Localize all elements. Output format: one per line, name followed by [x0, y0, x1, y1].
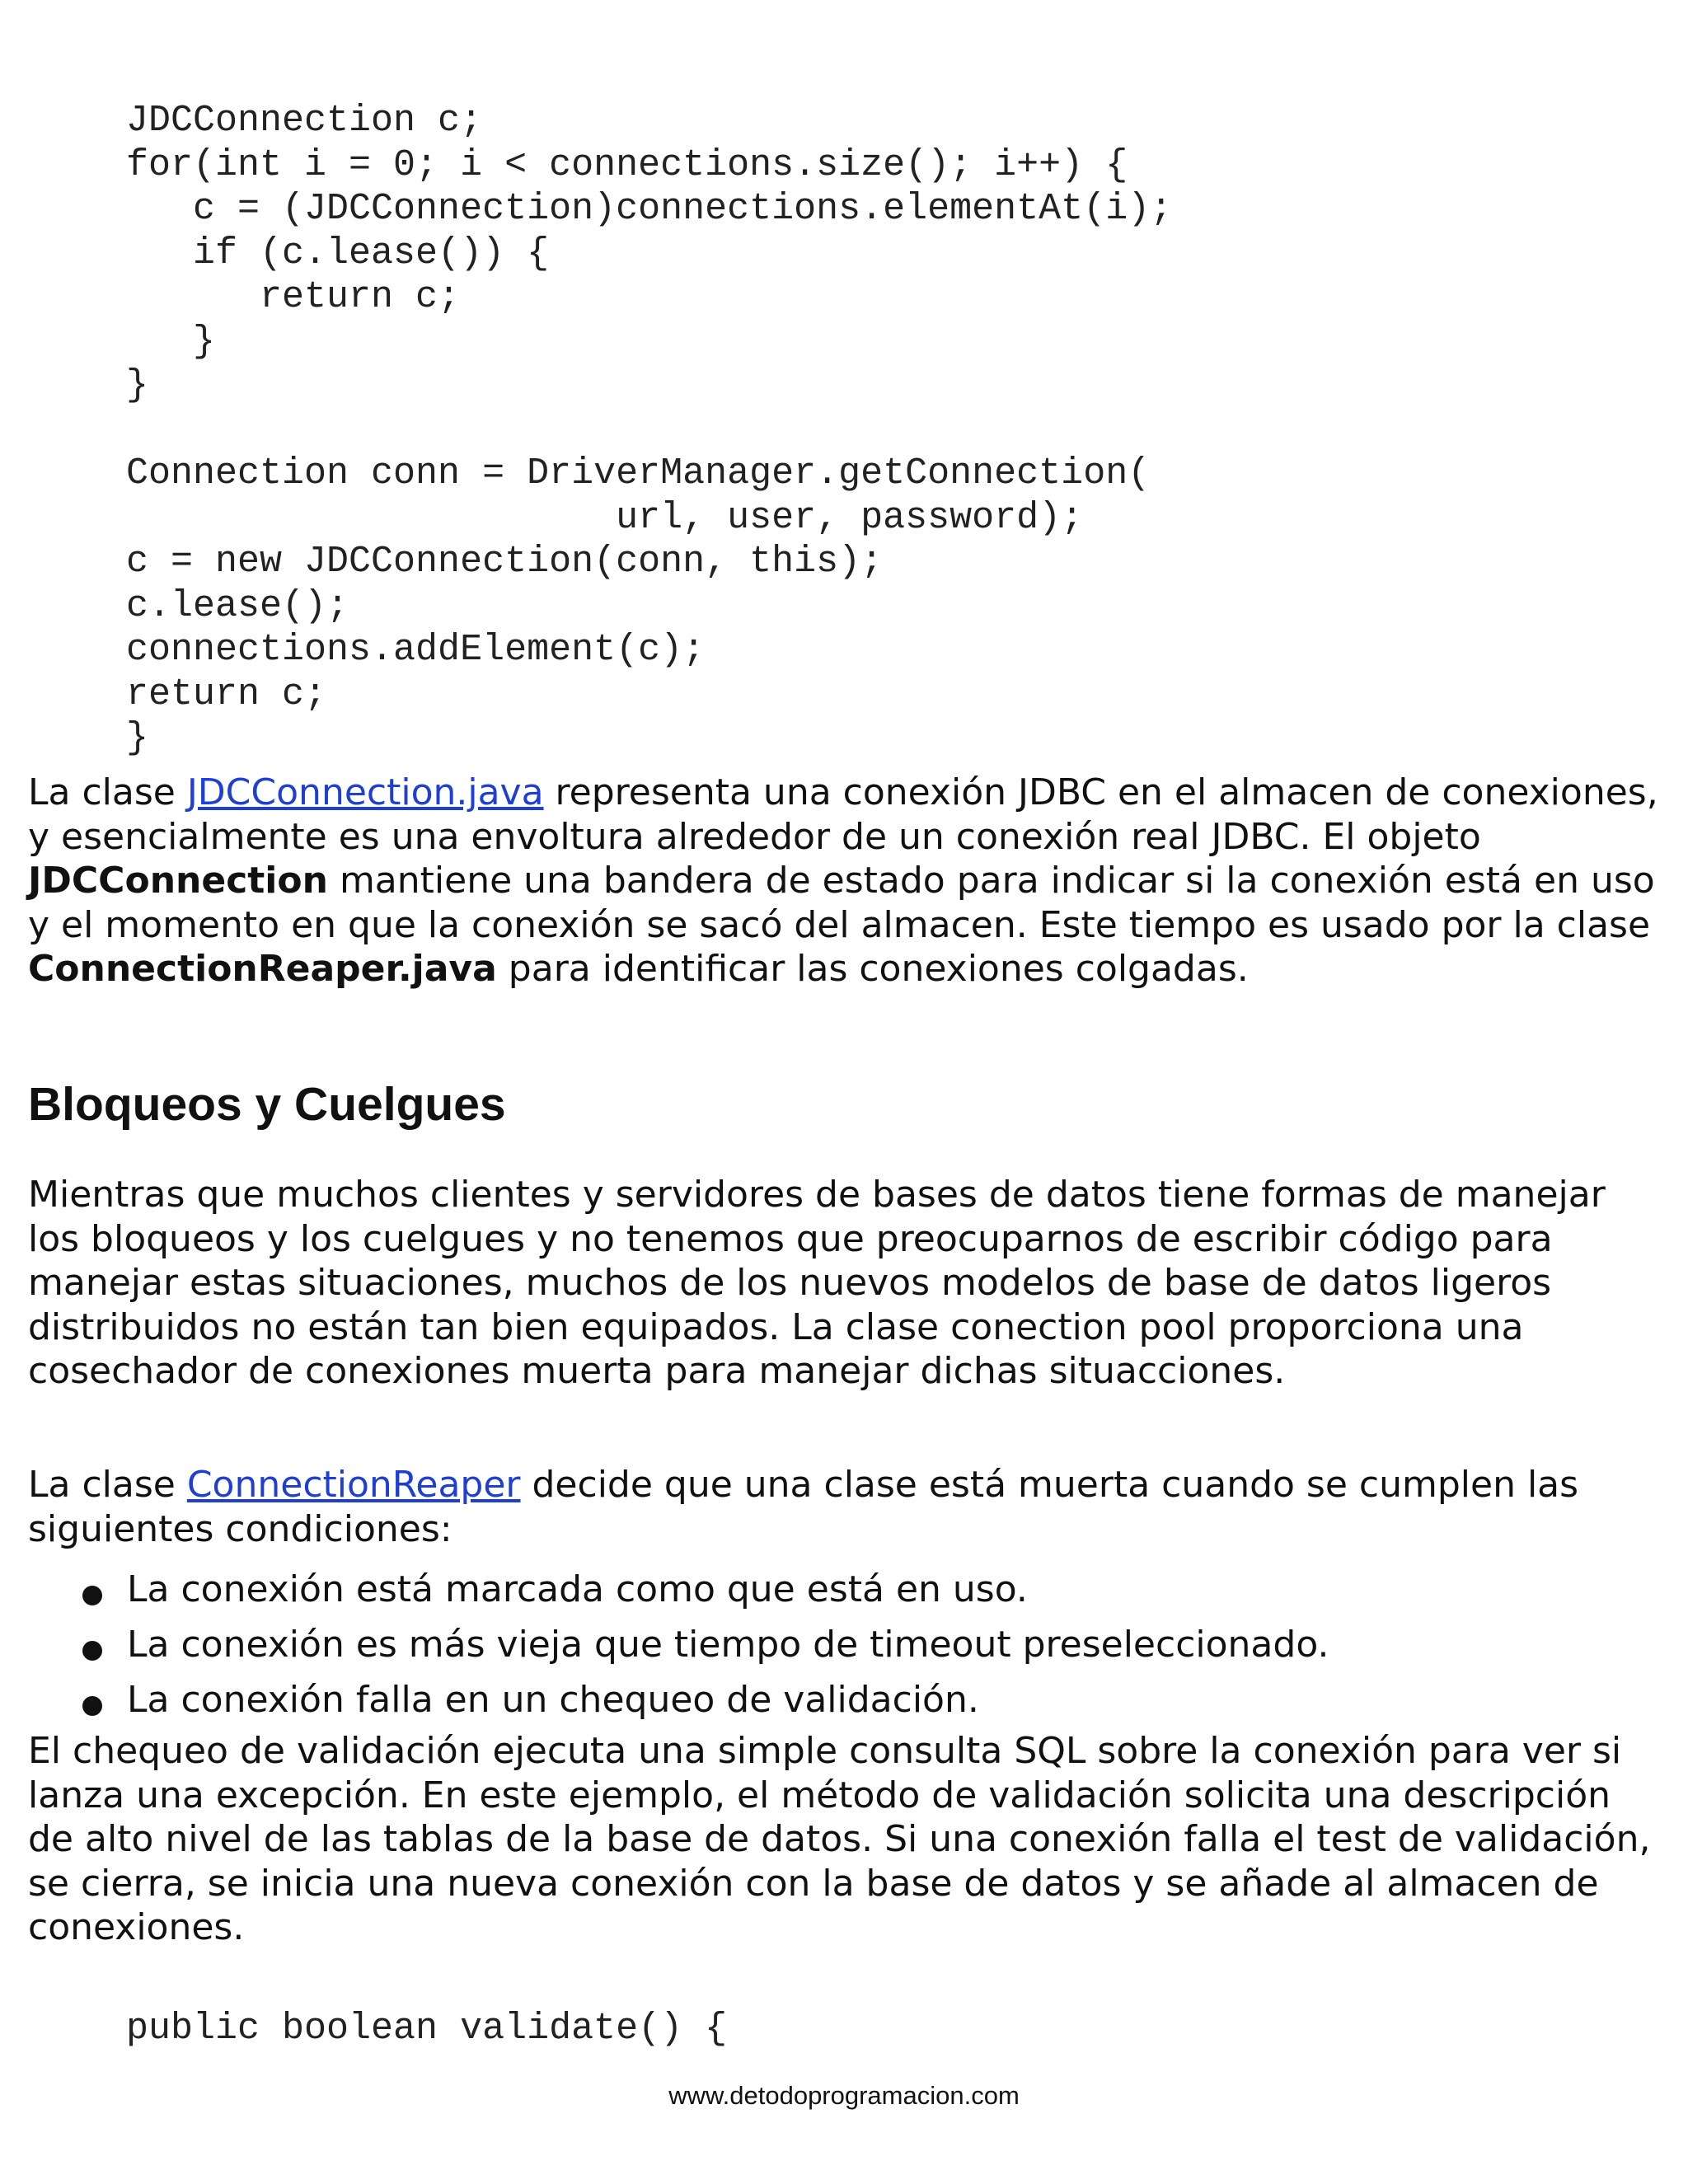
text-span: decide que una clase está muerta cuando se cumplen las siguientes condiciones:	[28, 1464, 1579, 1550]
bullet-icon	[82, 1586, 102, 1605]
text-span: La clase	[28, 1464, 187, 1506]
conditions-list	[82, 1562, 1329, 1727]
page-footer-url: www.detodoprogramacion.com	[668, 2081, 1020, 2110]
list-item-text: La conexión falla en un chequeo de validación.	[127, 1679, 979, 1721]
bold-jdcconnection: JDCConnection	[28, 860, 328, 902]
list-item-text: La conexión está marcada como que está en uso.	[127, 1568, 1028, 1610]
bold-connectionreaper: ConnectionReaper.java	[28, 948, 497, 990]
list-item	[82, 1617, 1329, 1672]
text-span: representa una conexión JDBC en el almacen de conexiones, y esencialmente es una envoltura alrededor de un conexión real JDBC. El objeto	[28, 771, 1658, 858]
jdcconnection-link[interactable]: JDCConnection.java	[186, 771, 544, 813]
list-item	[82, 1672, 1329, 1727]
list-item-text: La conexión es más vieja que tiempo de timeout preseleccionado.	[127, 1624, 1329, 1666]
paragraph-jdcconnection	[28, 771, 1664, 991]
paragraph-validacion: El chequeo de validación ejecuta una simple consulta SQL sobre la conexión para ver si lanza una excepción. En este ejemplo, el método de validación solicita una descripción de alto nivel de las tablas de la base de datos. Si una conexión falla el test de validación, se cierra, se inicia una nueva conexión con la base de datos y se añade al almacen de conexiones.	[28, 1730, 1651, 1948]
code-block-validate: public boolean validate() {	[126, 2008, 728, 2050]
list-item	[82, 1562, 1329, 1617]
paragraph-connectionreaper	[28, 1463, 1664, 1551]
bullet-icon	[82, 1641, 102, 1661]
paragraph-bloqueos: Mientras que muchos clientes y servidores de bases de datos tiene formas de manejar los bloqueos y los cuelgues y no tenemos que preocuparnos de escribir código para manejar estas situaciones, muchos de los nuevos modelos de base de datos ligeros distribuidos no están tan bien equipados. La clase conection pool proporciona una cosechador de conexiones muerta para manejar dichas situacciones.	[28, 1174, 1606, 1392]
section-heading: Bloqueos y Cuelgues	[28, 1078, 506, 1131]
code-block-get-connection: JDCConnection c; for(int i = 0; i < connections.size(); i++) { c = (JDCConnection)connections.elementAt(i); if (c.lease()) { return c; } } Connection conn = DriverManager.getConnection( url, user, password); c = new JDCConnection(conn, this); c.lease(); connections.addElement(c); return c; }	[126, 100, 1173, 759]
text-span: La clase	[28, 771, 187, 813]
text-span: para identificar las conexiones colgadas.	[496, 948, 1249, 990]
connectionreaper-link[interactable]: ConnectionReaper	[186, 1464, 521, 1506]
bullet-icon	[82, 1696, 102, 1716]
text-span: mantiene una bandera de estado para indicar si la conexión está en uso y el momento en que la conexión se sacó del almacen. Este tiempo es usado por la clase	[28, 860, 1655, 946]
